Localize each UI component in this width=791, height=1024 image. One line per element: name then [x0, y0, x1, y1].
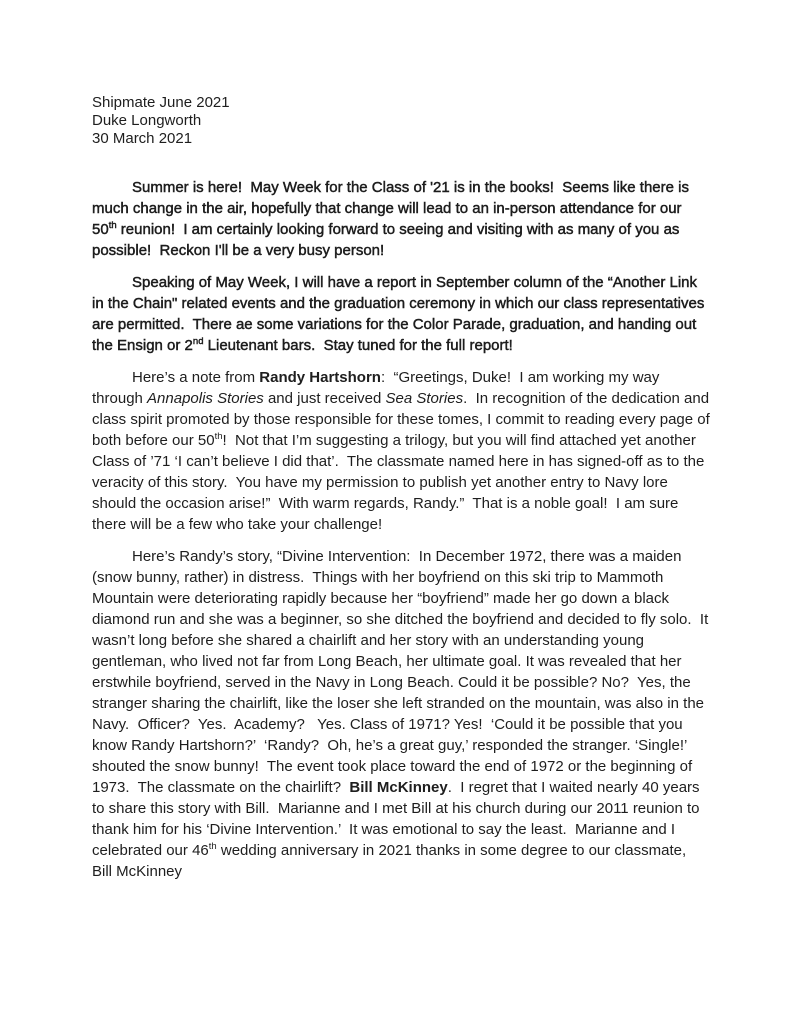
text-run: Speaking of May Week, I will have a report in September column of the “Another Link in the Chain" related events and the graduation ceremony in which our class representatives are permitted. There ae some variations for the Color Parade, graduation, and handing out the Ensign or 2 — [92, 274, 709, 354]
text-run: . I regret that I waited nearly 40 years to share this story with Bill. Marianne and I met Bill at his church during our 2011 reunion to thank him for his ‘Divine Intervention.’ It was emotional to say the least. Marianne and I celebrated our 46 — [92, 779, 704, 859]
superscript-run: th — [108, 220, 117, 231]
paragraph — [92, 546, 713, 882]
text-run: . In recognition of the dedication and class spirit promoted by those responsible for these tomes, I commit to reading every page of both before our 50 — [92, 390, 714, 449]
publication-line: Shipmate June 2021 — [92, 94, 230, 111]
superscript-run: th — [208, 841, 217, 852]
text-run: Lieutenant bars. Stay tuned for the full report! — [203, 337, 513, 354]
italic-run: Annapolis Stories — [147, 390, 264, 407]
author-line: Duke Longworth — [92, 112, 202, 129]
document-header — [92, 94, 710, 148]
text-run: wedding anniversary in 2021 thanks in some degree to our classmate, Bill McKinney — [92, 842, 691, 880]
date-line: 30 March 2021 — [92, 130, 193, 147]
text-run: reunion! I am certainly looking forward to seeing and visiting with as many of you as possible! Reckon I'll be a very busy person! — [92, 221, 684, 259]
bold-run: Bill McKinney — [349, 779, 448, 796]
document-body — [92, 177, 714, 882]
text-run: ! Not that I’m suggesting a trilogy, but you will find attached yet another Class of ’71 ‘I can’t believe I did that’. The classmate named here in has signed-off as to the veracity of this story. You have my permission to publish yet another entry to Navy lore should the occasion arise!” With warm regards, Randy.” That is a noble goal! I am sure there will be a few who take your challenge! — [92, 432, 709, 533]
italic-run: Sea Stories — [385, 390, 464, 407]
text-run: Summer is here! May Week for the Class of '21 is in the books! Seems like there is much change in the air, hopefully that change will lead to an in-person attendance for our 50 — [92, 179, 694, 238]
text-run: Here’s Randy’s story, “Divine Intervention: In December 1972, there was a maiden (snow bunny, rather) in distress. Things with her boyfriend on this ski trip to Mammoth Mountain were deteriorating rapidly because her “boyfriend” made her go down a black diamond run and she was a beginner, so she ditched the boyfriend and decided to fly solo. It wasn’t long before she shared a chairlift and her story with an understanding young gentleman, who lived not far from Long Beach, her ultimate goal. It was revealed that her erstwhile boyfriend, served in the Navy in Long Beach. Could it be possible? No? Yes, the stranger sharing the chairlift, like the loser she left stranded on the mountain, was also in the Navy. Officer? Yes. Academy? Yes. Class of 1971? Yes! ‘Could it be possible that you know Randy Hartshorn?’ ‘Randy? Oh, he’s a great guy,’ responded the stranger. ‘Single!’ shouted the snow bunny! The event took place toward the end of 1972 or the beginning of 1973. The classmate on the chairlift? — [92, 548, 713, 796]
paragraph — [92, 367, 714, 535]
superscript-run: nd — [192, 336, 204, 347]
paragraph — [92, 272, 710, 356]
text-run: and just received — [263, 390, 386, 407]
bold-run: Randy Hartshorn — [259, 369, 381, 386]
text-run: : “Greetings, Duke! I am working my way through — [92, 369, 664, 407]
superscript-run: th — [214, 431, 223, 442]
paragraph — [92, 177, 710, 261]
text-run: Here’s a note from — [132, 369, 260, 386]
